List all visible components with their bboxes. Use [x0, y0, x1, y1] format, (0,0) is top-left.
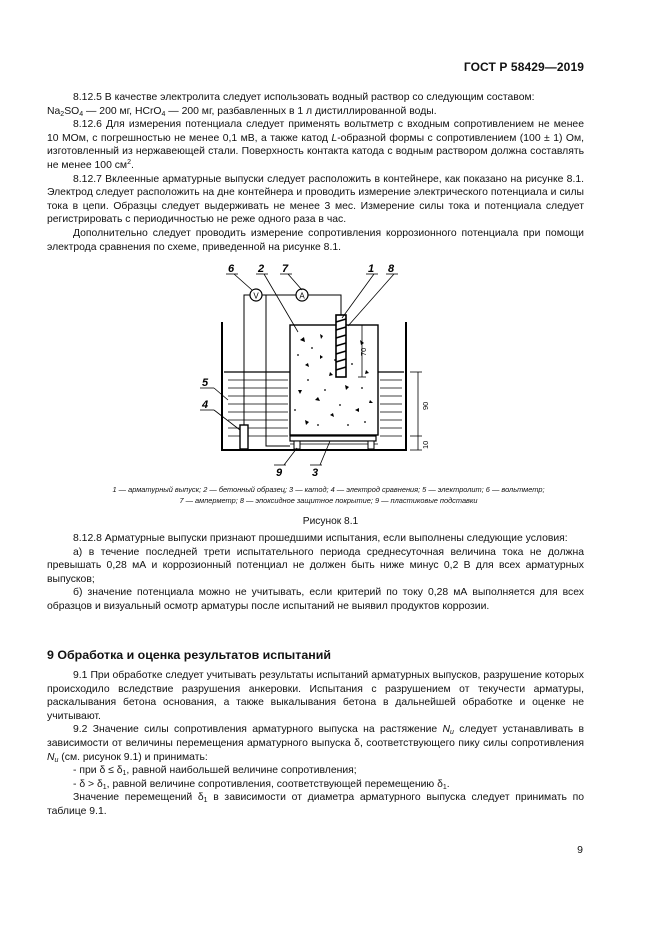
- text-block-top: [47, 91, 584, 254]
- paragraph-8-12-6: 8.12.6 Для измерения потенциала следует применять вольтметр с входным сопротивлением не менее 10 МОм, с погрешностью не менее 0,1 мВ, а также катод L-образной формы с сопротивлением (100 ± 1) Ом, изготовленный из нержавеющей стали. Поверхность контакта катода с водным раствором должна составлять не менее 100 $см^2$.: [47, 119, 584, 171]
- dimension-10: 10: [421, 440, 430, 449]
- callout-2: 2: [258, 263, 265, 275]
- paragraph-9-2-item-1: - при $\delta \le \delta_1$, равной наибольшей величине сопротивления;: [73, 765, 357, 778]
- paragraph-additional: Дополнительно следует проводить измерение сопротивления коррозионного потенциала при помощи электрода сравнения по схеме, приведенной на рисунке 8.1.: [47, 227, 584, 253]
- section-9-heading: 9 Обработка и оценка результатов испытаний: [47, 648, 331, 662]
- cathode: [290, 436, 376, 441]
- concrete-specimen: [290, 325, 378, 435]
- paragraph-8-12-8: 8.12.8 Арматурные выпуски признают прошедшими испытания, если выполнены следующие условия:: [73, 533, 568, 544]
- callout-7: 7: [282, 263, 289, 275]
- callout-1: 1: [368, 263, 375, 275]
- paragraph-9-2-item-2: - $\delta > \delta_1$, равной величине сопротивления, соответствующей перемещению $\delta_1$.: [73, 778, 450, 791]
- text-block-middle: [47, 532, 584, 614]
- paragraph-9-2: 9.2 Значение силы сопротивления арматурного выпуска на растяжение $N_u$ следует устанавливать в зависимости от величины перемещения арматурного выпуска δ, соответствующего пику силы сопротивления $N_u$ (см. рисунок 9.1) и принимать:: [47, 724, 585, 764]
- ammeter-symbol: A: [299, 291, 305, 301]
- text-block-bottom: [47, 669, 584, 819]
- callout-4: 4: [202, 399, 209, 411]
- plastic-support-left: [294, 441, 300, 449]
- wire-voltmeter-electrode: [244, 295, 250, 425]
- dimension-70: 70: [359, 347, 368, 356]
- figure-legend-line-1: 1 — арматурный выпуск; 2 — бетонный образец; 3 — катод; 4 — электрод сравнения; 5 — электролит; 6 — вольтметр;: [112, 485, 545, 494]
- figure-caption: Рисунок 8.1: [302, 516, 359, 527]
- paragraph-8-12-8-a: а) в течение последней трети испытательного периода среднесуточная величина тока не должна превышать 0,28 мА и коррозионный потенциал не должен быть ниже минус 0,2 В для всех арматурных выпусков;: [47, 546, 584, 585]
- reference-electrode: [240, 425, 248, 449]
- callout-6: 6: [228, 263, 235, 275]
- callout-3: 3: [312, 467, 319, 479]
- paragraph-8-12-5: 8.12.5 В качестве электролита следует использовать водный раствор со следующим составом:: [73, 92, 535, 103]
- page-number: 9: [577, 844, 583, 856]
- dimension-90: 90: [421, 401, 430, 410]
- figure-8-1: [170, 260, 500, 485]
- paragraph-9-1: 9.1 При обработке следует учитывать результаты испытаний арматурных выпусков, разрушение которых происходило вследствие разрушения анкеровки. Испытания с разрушением от текучести арматуры, раскалывания бетона основания, а также выкалывания бетона в дальнейшей обработке и оценке не учитывают.: [47, 670, 584, 722]
- paragraph-9-2-final: Значение перемещений $\delta_1$ в зависимости от диаметра арматурного выпуска следует принимать по таблице 9.1.: [47, 792, 584, 817]
- callout-8: 8: [388, 263, 395, 275]
- standard-header: ГОСТ Р 58429—2019: [463, 60, 584, 74]
- figure-legend-line-2: 7 — амперметр; 8 — эпоксидное защитное покрытие; 9 — пластиковые подставки: [179, 495, 478, 505]
- voltmeter-symbol: V: [253, 291, 259, 301]
- plastic-support-right: [368, 441, 374, 449]
- wire-to-cathode: [266, 295, 290, 446]
- paragraph-8-12-8-b: б) значение потенциала можно не учитывать, если критерий по току 0,28 мА выполняется для всех образцов и визуальный осмотр арматуры после испытаний не выявил продуктов коррозии.: [47, 587, 584, 612]
- paragraph-8-12-5-formula: $Na_2SO_4$ — 200 мг, HCrO$_4$ — 200 мг, разбавленных в 1 л дистиллированной воды.: [47, 105, 437, 118]
- paragraph-8-12-7: 8.12.7 Вклеенные арматурные выпуски следует расположить в контейнере, как показано на рисунке 8.1. Электрод следует расположить на дне контейнера и проводить измерение электрического потенциала и силы тока в цепи. Образцы следует выдерживать не менее 3 мес. Измерение силы тока и потенциала следует регистрировать с периодичностью не реже одного раза в час.: [47, 173, 584, 226]
- callout-5: 5: [202, 377, 209, 389]
- figure-legend: [60, 485, 597, 506]
- callout-9: 9: [276, 467, 283, 479]
- test-setup-diagram: [170, 260, 500, 485]
- wire-ammeter-rebar: [308, 295, 341, 315]
